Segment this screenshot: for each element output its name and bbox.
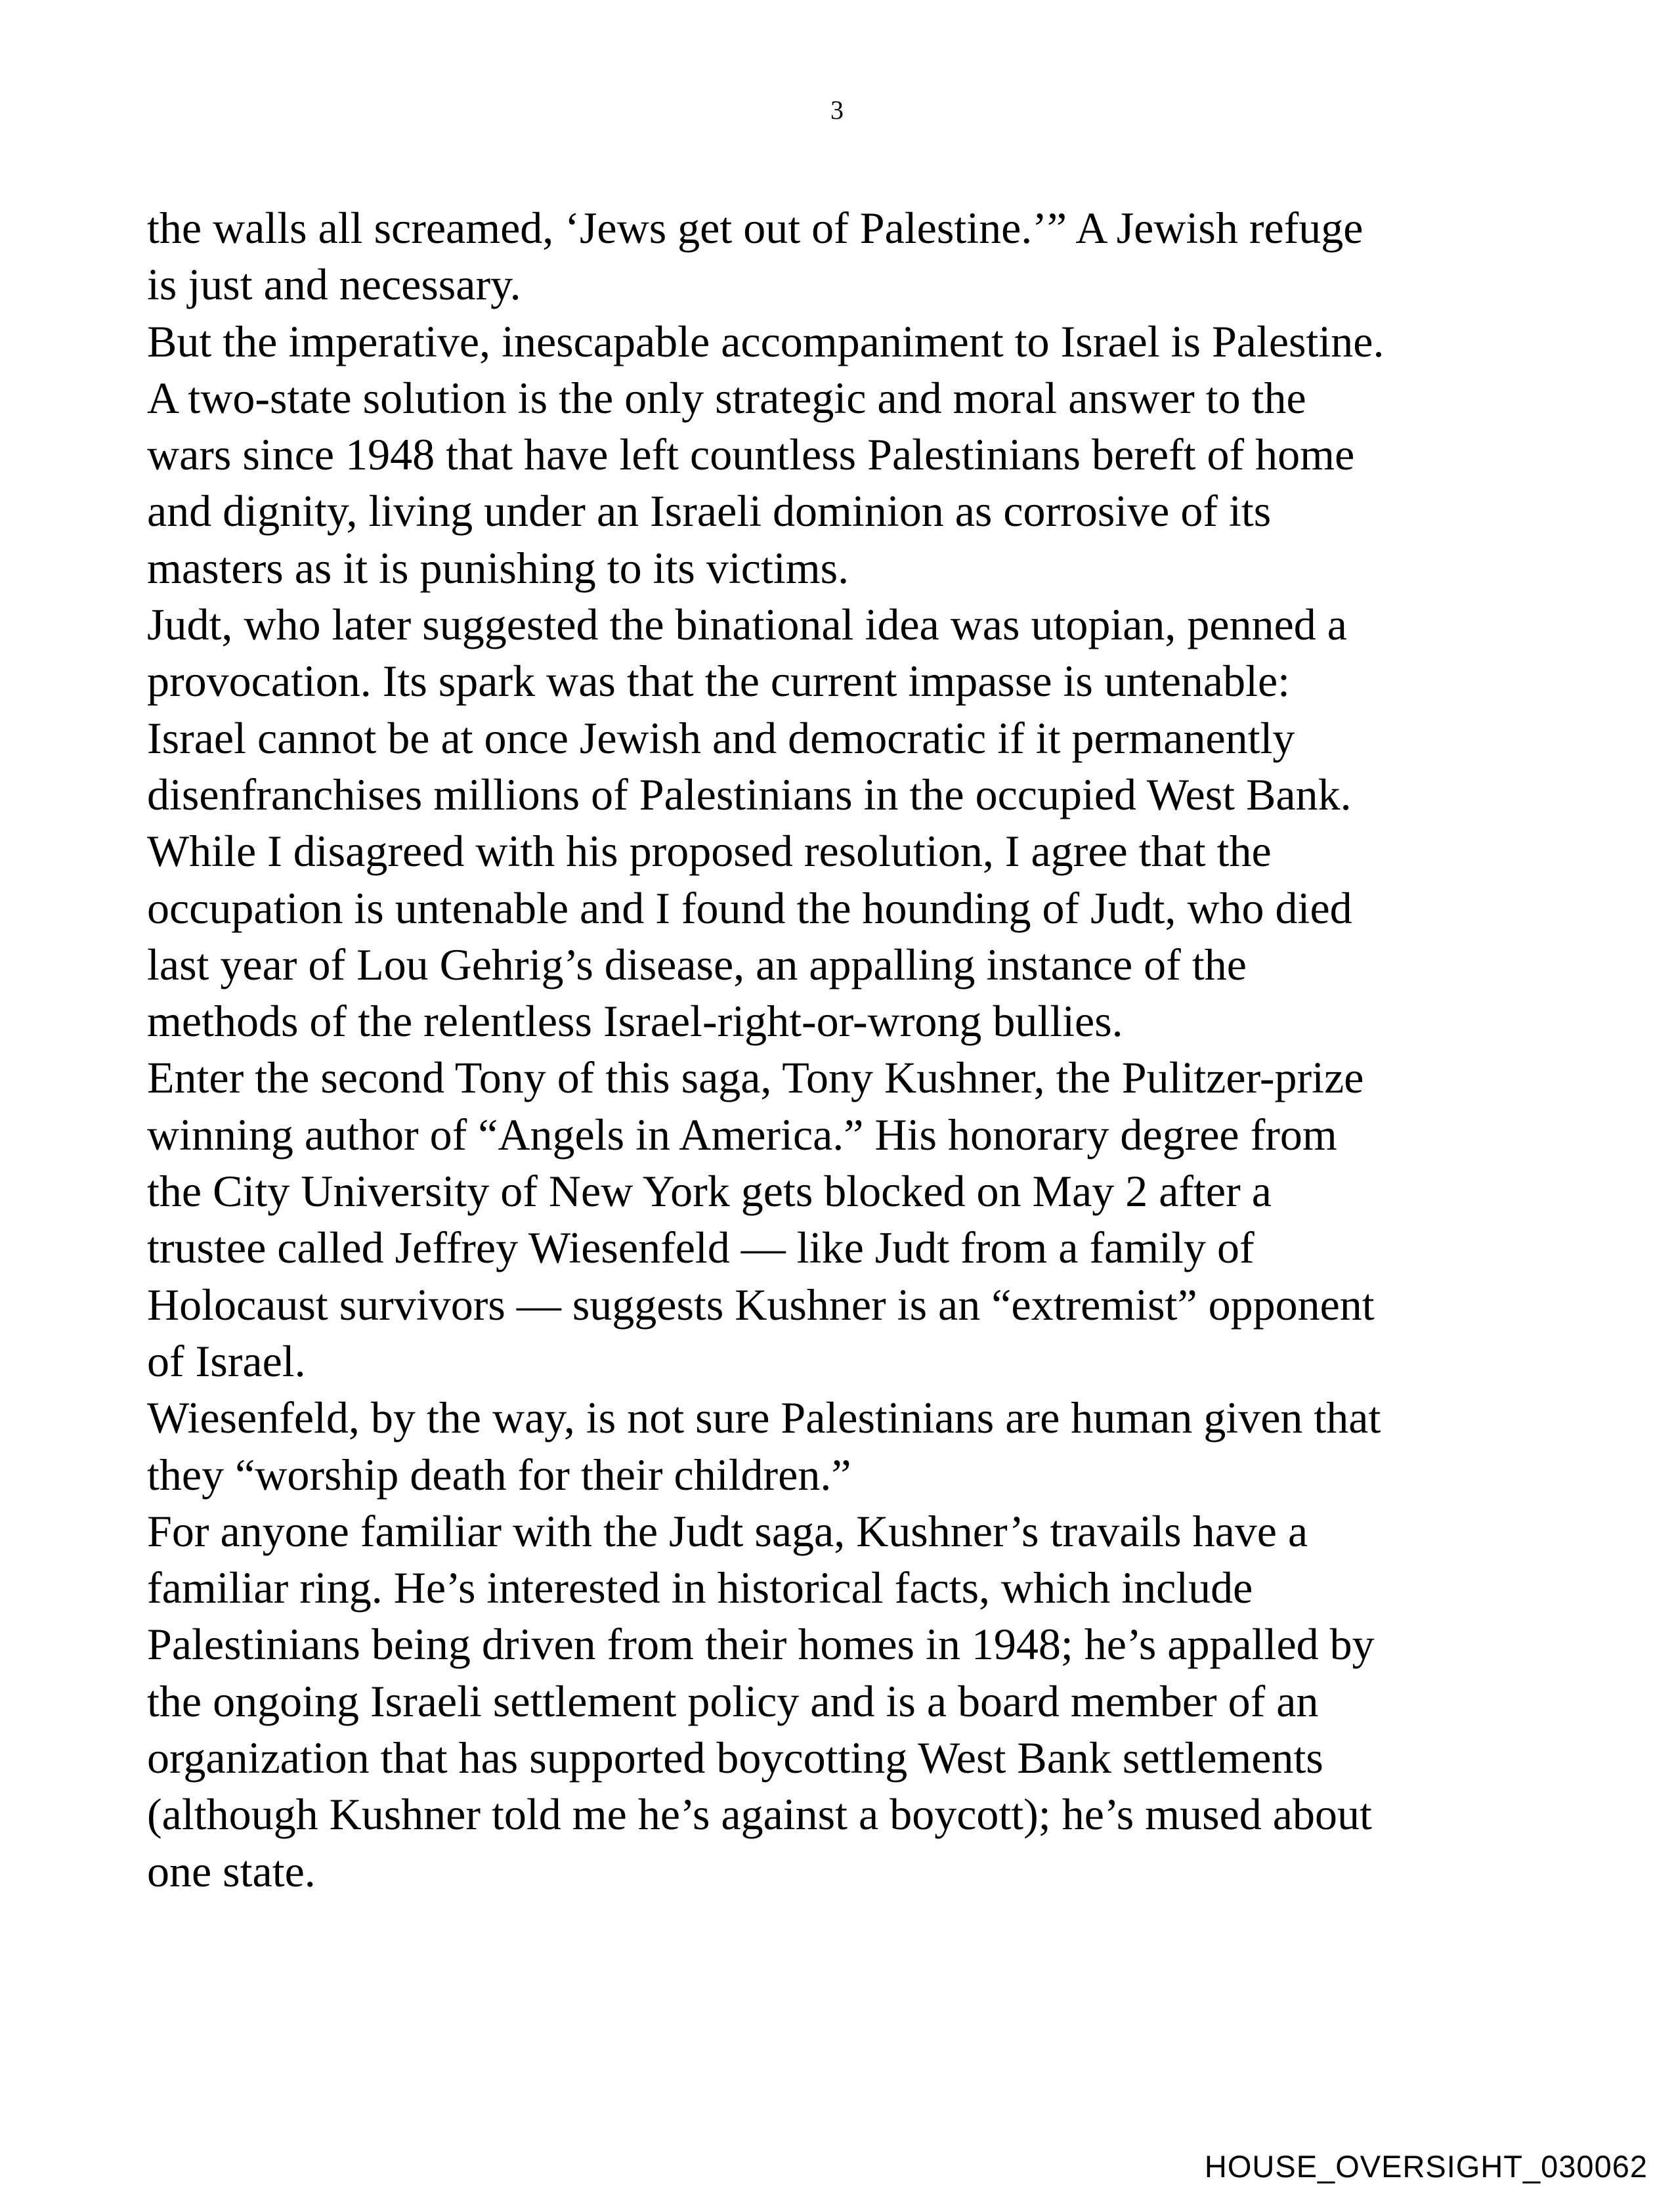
text-line: the City University of New York gets blocked on May 2 after a — [147, 1166, 1272, 1217]
text-line: winning author of “Angels in America.” His honorary degree from — [147, 1109, 1337, 1160]
text-line: But the imperative, inescapable accompaniment to Israel is Palestine. — [147, 316, 1384, 366]
text-line: disenfranchises millions of Palestinians in the occupied West Bank. — [147, 769, 1352, 819]
text-line: Israel cannot be at once Jewish and democratic if it permanently — [147, 712, 1295, 763]
text-line: For anyone familiar with the Judt saga, Kushner’s travails have a — [147, 1506, 1308, 1556]
text-line: Enter the second Tony of this saga, Tony Kushner, the Pulitzer-prize — [147, 1052, 1364, 1103]
document-id: HOUSE_OVERSIGHT_030062 — [1204, 2149, 1648, 2184]
text-line: (although Kushner told me he’s against a boycott); he’s mused about — [147, 1789, 1372, 1840]
text-line: Judt, who later suggested the binational idea was utopian, penned a — [147, 599, 1347, 650]
text-line: of Israel. — [147, 1335, 306, 1386]
body-text — [147, 200, 1539, 1899]
text-line: familiar ring. He’s interested in historical facts, which include — [147, 1563, 1253, 1613]
text-line: Holocaust survivors — suggests Kushner is an “extremist” opponent — [147, 1279, 1375, 1330]
text-line: masters as it is punishing to its victims. — [147, 542, 849, 593]
text-line: is just and necessary. — [147, 259, 521, 310]
text-line: methods of the relentless Israel-right-or-wrong bullies. — [147, 996, 1123, 1047]
text-line: occupation is untenable and I found the hounding of Judt, who died — [147, 882, 1352, 933]
text-line: they “worship death for their children.” — [147, 1449, 851, 1500]
text-line: While I disagreed with his proposed resolution, I agree that the — [147, 826, 1272, 877]
text-line: provocation. Its spark was that the current impasse is untenable: — [147, 656, 1291, 706]
text-line: the ongoing Israeli settlement policy and is a board member of an — [147, 1676, 1319, 1726]
text-line: the walls all screamed, ‘Jews get out of Palestine.’” A Jewish refuge — [147, 203, 1363, 253]
text-line: one state. — [147, 1846, 316, 1896]
text-line: last year of Lou Gehrig’s disease, an appalling instance of the — [147, 939, 1247, 989]
text-line: A two-state solution is the only strategic and moral answer to the — [147, 372, 1306, 423]
text-line: Wiesenfeld, by the way, is not sure Palestinians are human given that — [147, 1393, 1381, 1443]
text-line: organization that has supported boycotting West Bank settlements — [147, 1733, 1323, 1783]
text-line: trustee called Jeffrey Wiesenfeld — like Judt from a family of — [147, 1223, 1255, 1273]
text-line: and dignity, living under an Israeli dominion as corrosive of its — [147, 486, 1272, 536]
text-line: wars since 1948 that have left countless Palestinians bereft of home — [147, 429, 1355, 480]
page-number: 3 — [830, 95, 844, 125]
text-line: Palestinians being driven from their homes in 1948; he’s appalled by — [147, 1619, 1375, 1670]
